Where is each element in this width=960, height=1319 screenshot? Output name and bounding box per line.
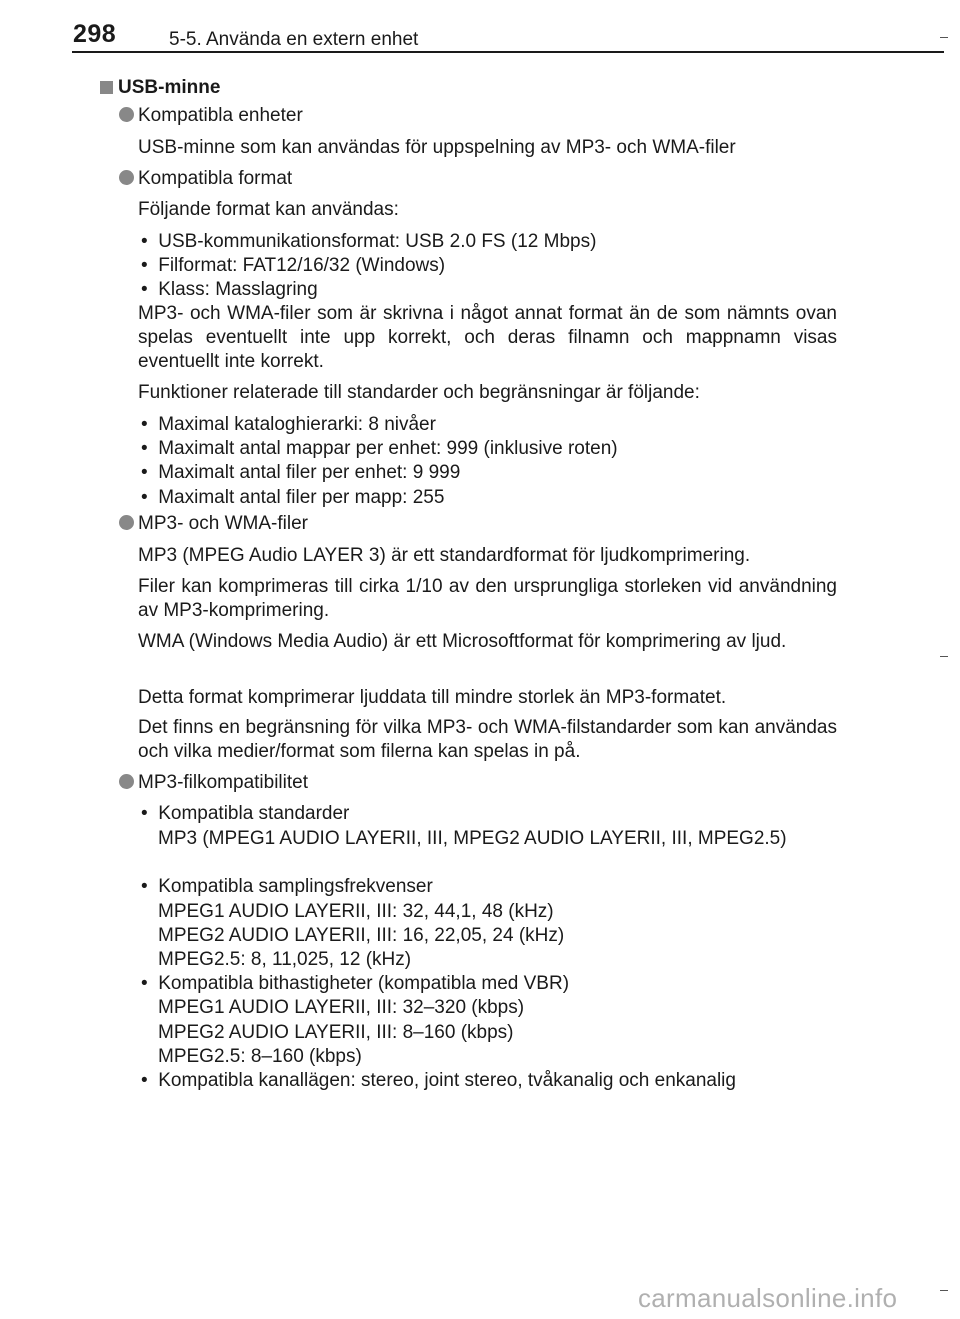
crop-mark (940, 37, 948, 38)
list-item: • Maximalt antal filer per mapp: 255 (141, 487, 445, 508)
page-header (0, 0, 960, 50)
section-heading: USB-minne (118, 77, 221, 98)
list-item: • Filformat: FAT12/16/32 (Windows) (141, 255, 446, 276)
circle-bullet-icon (119, 170, 134, 185)
list-item: • Kompatibla standarder (141, 803, 350, 824)
subheading-mp3-compat: MP3-filkompatibilitet (138, 772, 308, 793)
header-rule (72, 51, 944, 53)
limits-intro: Funktioner relaterade till standarder och begränsningar är följande: (138, 382, 700, 403)
format-note: MP3- och WMA-filer som är skrivna i något annat format än de som nämnts ovan spelas eventuellt inte upp korrekt, och deras filnamn och mappnamn visas eventuellt inte korrekt. (138, 303, 837, 373)
circle-bullet-icon (119, 515, 134, 530)
watermark: carmanualsonline.info (638, 1283, 898, 1313)
subheading-mp3-wma: MP3- och WMA-filer (138, 513, 308, 534)
sampling-line: MPEG2.5: 8, 11,025, 12 (kHz) (158, 949, 412, 970)
compat-devices-text: USB-minne som kan användas för uppspelning av MP3- och WMA-filer (138, 137, 736, 158)
list-item: • Kompatibla samplingsfrekvenser (141, 876, 433, 897)
list-item: • Kompatibla bithastigheter (kompatibla med VBR) (141, 973, 570, 994)
bitrate-line: MPEG2.5: 8–160 (kbps) (158, 1046, 362, 1067)
crop-mark (940, 1290, 948, 1291)
square-bullet-icon (100, 81, 113, 94)
mp3-paragraph-3: WMA (Windows Media Audio) är ett Microsoftformat för komprimering av ljud. (138, 631, 787, 652)
list-item: • Maximalt antal filer per enhet: 9 999 (141, 462, 461, 483)
bitrate-line: MPEG2 AUDIO LAYERII, III: 8–160 (kbps) (158, 1022, 514, 1043)
circle-bullet-icon (119, 774, 134, 789)
sampling-line: MPEG1 AUDIO LAYERII, III: 32, 44,1, 48 (kHz) (158, 901, 554, 922)
list-item: • Maximal kataloghierarki: 8 nivåer (141, 414, 436, 435)
crop-mark (940, 656, 948, 657)
section-title: 5-5. Använda en extern enhet (169, 29, 419, 50)
subheading-compat-formats: Kompatibla format (138, 168, 293, 189)
bitrate-line: MPEG1 AUDIO LAYERII, III: 32–320 (kbps) (158, 997, 525, 1018)
mp3-paragraph-4: Detta format komprimerar ljuddata till mindre storlek än MP3-formatet. (138, 687, 727, 708)
list-item: • Maximalt antal mappar per enhet: 999 (inklusive roten) (141, 438, 618, 459)
list-item: • USB-kommunikationsformat: USB 2.0 FS (12 Mbps) (141, 231, 597, 252)
mp3-paragraph-1: MP3 (MPEG Audio LAYER 3) är ett standardformat för ljudkomprimering. (138, 545, 751, 566)
subheading-compat-devices: Kompatibla enheter (138, 105, 303, 126)
list-item: • Klass: Masslagring (141, 279, 318, 300)
mp3-paragraph-5: Det finns en begränsning för vilka MP3- och WMA-filstandarder som kan användas och vilka medier/format som filerna kan spelas in på. (138, 717, 837, 763)
compat-standards-value: MP3 (MPEG1 AUDIO LAYERII, III, MPEG2 AUDIO LAYERII, III, MPEG2.5) (158, 828, 787, 849)
circle-bullet-icon (119, 107, 134, 122)
compat-formats-intro: Följande format kan användas: (138, 199, 399, 220)
mp3-paragraph-2: Filer kan komprimeras till cirka 1/10 av den ursprungliga storleken vid användning av MP3-komprimering. (138, 576, 837, 622)
page-number: 298 (73, 20, 117, 48)
list-item: • Kompatibla kanallägen: stereo, joint stereo, tvåkanalig och enkanalig (141, 1070, 736, 1091)
sampling-line: MPEG2 AUDIO LAYERII, III: 16, 22,05, 24 (kHz) (158, 925, 565, 946)
